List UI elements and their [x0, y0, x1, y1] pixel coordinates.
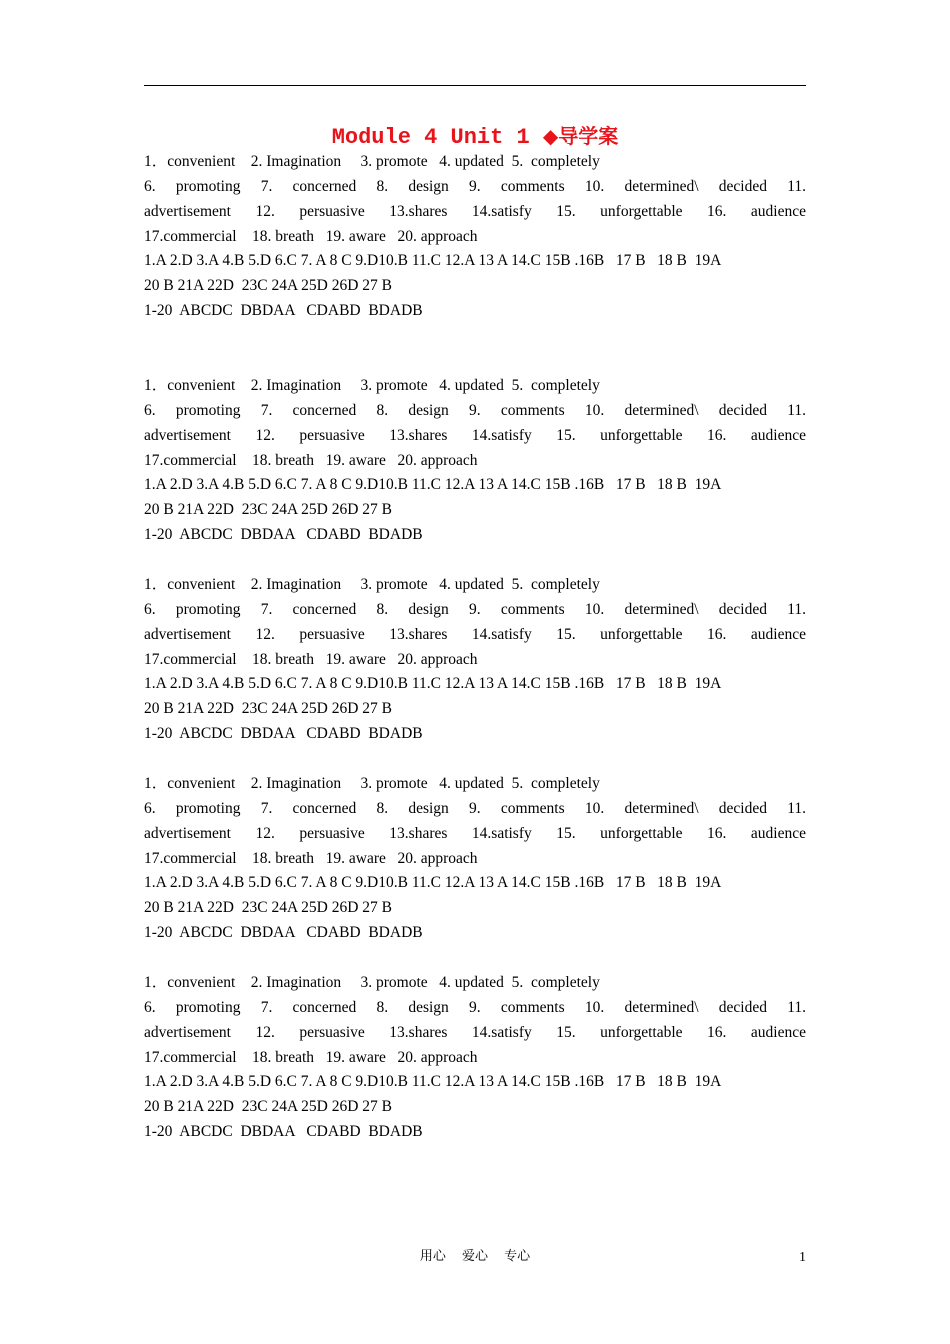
- title-text: Module 4 Unit 1: [331, 125, 543, 150]
- answer-line: 1.A 2.D 3.A 4.B 5.D 6.C 7. A 8 C 9.D10.B 11.C 12.A 13 A 14.C 15B .16B 17 B 18 B 19A: [144, 874, 722, 891]
- header-rule: [144, 85, 806, 86]
- footer-motto: 用心 爱心 专心: [419, 1249, 531, 1264]
- answer-line: advertisement 12. persuasive 13.shares 14.satisfy 15. unforgettable 16. audience: [144, 427, 806, 444]
- title-cjk: ◆导学案: [542, 124, 619, 148]
- answer-line: 1-20 ABCDC DBDAA CDABD BDADB: [144, 302, 423, 319]
- answer-line: 1．convenient 2. Imagination 3. promote 4. updated 5. completely: [144, 974, 600, 991]
- answer-line: advertisement 12. persuasive 13.shares 14.satisfy 15. unforgettable 16. audience: [144, 1024, 806, 1041]
- answer-line: 1．convenient 2. Imagination 3. promote 4. updated 5. completely: [144, 377, 600, 394]
- answer-line: 1.A 2.D 3.A 4.B 5.D 6.C 7. A 8 C 9.D10.B 11.C 12.A 13 A 14.C 15B .16B 17 B 18 B 19A: [144, 675, 722, 692]
- answer-line: 20 B 21A 22D 23C 24A 25D 26D 27 B: [144, 501, 393, 518]
- answer-line: 6. promoting 7. concerned 8. design 9. comments 10. determined\ decided 11.: [144, 601, 806, 618]
- answer-line: 1.A 2.D 3.A 4.B 5.D 6.C 7. A 8 C 9.D10.B 11.C 12.A 13 A 14.C 15B .16B 17 B 18 B 19A: [144, 476, 722, 493]
- answer-line: 20 B 21A 22D 23C 24A 25D 26D 27 B: [144, 277, 393, 294]
- answer-line: 17.commercial 18. breath 19. aware 20. approach: [144, 228, 478, 245]
- answer-line: 20 B 21A 22D 23C 24A 25D 26D 27 B: [144, 899, 393, 916]
- answer-line: 6. promoting 7. concerned 8. design 9. comments 10. determined\ decided 11.: [144, 402, 806, 419]
- page-number: 1: [799, 1250, 806, 1265]
- answer-line: 6. promoting 7. concerned 8. design 9. comments 10. determined\ decided 11.: [144, 800, 806, 817]
- answer-line: 17.commercial 18. breath 19. aware 20. approach: [144, 651, 478, 668]
- answer-line: 1．convenient 2. Imagination 3. promote 4. updated 5. completely: [144, 153, 600, 170]
- answer-line: 1-20 ABCDC DBDAA CDABD BDADB: [144, 526, 423, 543]
- answer-line: 1.A 2.D 3.A 4.B 5.D 6.C 7. A 8 C 9.D10.B 11.C 12.A 13 A 14.C 15B .16B 17 B 18 B 19A: [144, 1073, 722, 1090]
- answer-line: 1.A 2.D 3.A 4.B 5.D 6.C 7. A 8 C 9.D10.B 11.C 12.A 13 A 14.C 15B .16B 17 B 18 B 19A: [144, 252, 722, 269]
- answer-line: advertisement 12. persuasive 13.shares 14.satisfy 15. unforgettable 16. audience: [144, 203, 806, 220]
- answer-line: 1．convenient 2. Imagination 3. promote 4. updated 5. completely: [144, 775, 600, 792]
- answer-line: 20 B 21A 22D 23C 24A 25D 26D 27 B: [144, 1098, 393, 1115]
- answer-line: 6. promoting 7. concerned 8. design 9. comments 10. determined\ decided 11.: [144, 999, 806, 1016]
- answer-line: 6. promoting 7. concerned 8. design 9. comments 10. determined\ decided 11.: [144, 178, 806, 195]
- answer-line: 17.commercial 18. breath 19. aware 20. approach: [144, 452, 478, 469]
- answer-line: 20 B 21A 22D 23C 24A 25D 26D 27 B: [144, 700, 393, 717]
- answer-line: 1-20 ABCDC DBDAA CDABD BDADB: [144, 924, 423, 941]
- answer-line: advertisement 12. persuasive 13.shares 14.satisfy 15. unforgettable 16. audience: [144, 825, 806, 842]
- answer-line: 17.commercial 18. breath 19. aware 20. approach: [144, 850, 478, 867]
- answer-line: 17.commercial 18. breath 19. aware 20. approach: [144, 1049, 478, 1066]
- answer-line: 1．convenient 2. Imagination 3. promote 4. updated 5. completely: [144, 576, 600, 593]
- answer-line: 1-20 ABCDC DBDAA CDABD BDADB: [144, 725, 423, 742]
- answer-line: 1-20 ABCDC DBDAA CDABD BDADB: [144, 1123, 423, 1140]
- answer-line: advertisement 12. persuasive 13.shares 14.satisfy 15. unforgettable 16. audience: [144, 626, 806, 643]
